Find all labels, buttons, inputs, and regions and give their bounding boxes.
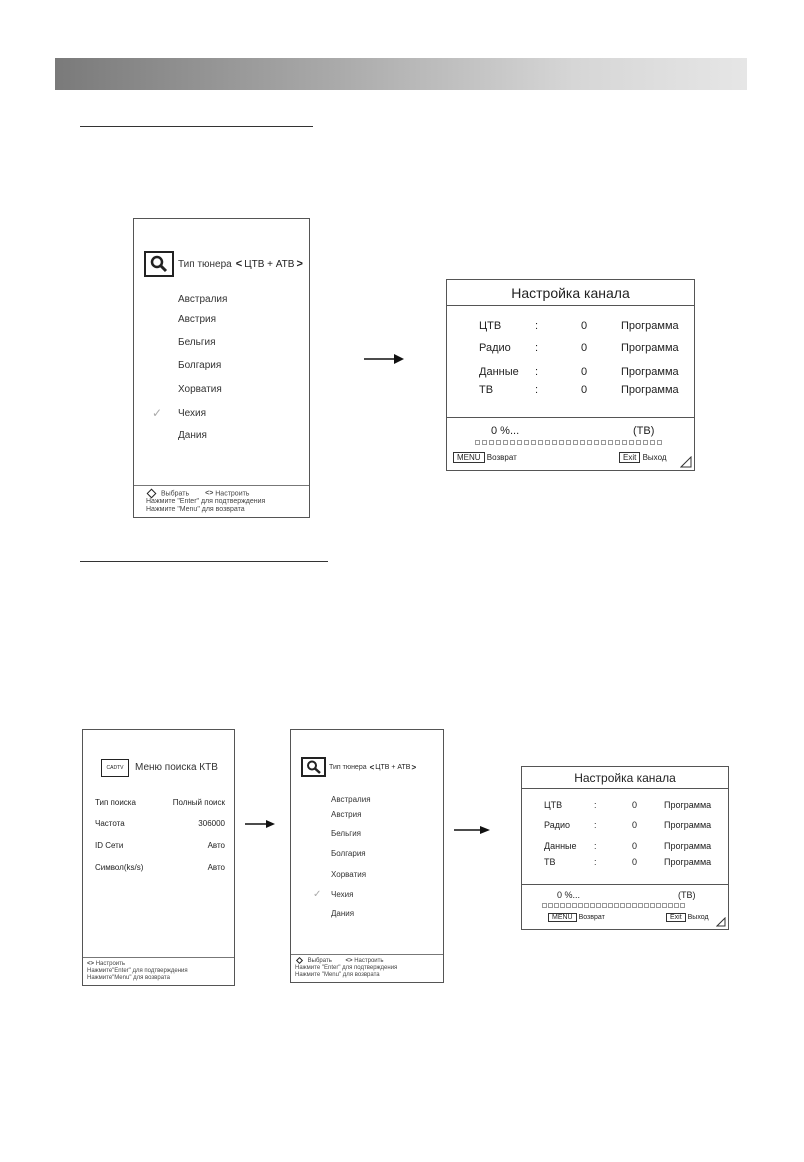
footer-adjust-hint: Настроить bbox=[95, 961, 126, 967]
progress-segment bbox=[644, 903, 649, 908]
footer-adjust-hint: Настроить bbox=[354, 958, 384, 965]
country-item[interactable]: Болгария bbox=[178, 360, 222, 371]
progress-segment bbox=[680, 903, 685, 908]
country-item[interactable]: Болгария bbox=[331, 849, 366, 858]
channel-setup-title: Настройка канала bbox=[522, 767, 728, 789]
progress-segment bbox=[573, 440, 578, 445]
country-item-selected[interactable]: Чехия bbox=[178, 408, 207, 419]
menu-action-label: Возврат bbox=[486, 453, 517, 462]
footer-back-hint: Нажмите"Menu" для возврата bbox=[87, 975, 170, 981]
progress-segment bbox=[602, 903, 607, 908]
band-label: (ТВ) bbox=[633, 425, 655, 437]
progress-segment bbox=[489, 440, 494, 445]
progress-segment bbox=[626, 903, 631, 908]
catv-logo: CADTV bbox=[101, 759, 129, 777]
progress-segment bbox=[650, 440, 655, 445]
progress-segment bbox=[601, 440, 606, 445]
search-icon bbox=[301, 757, 326, 777]
footer-select-hint: Выбрать bbox=[160, 490, 190, 498]
tuner-type-row[interactable] bbox=[144, 251, 309, 277]
progress-segment bbox=[538, 440, 543, 445]
band-label: (ТВ) bbox=[678, 890, 696, 900]
progress-segment bbox=[622, 440, 627, 445]
tuner-type-menu-small bbox=[290, 729, 444, 983]
progress-segment bbox=[608, 903, 613, 908]
progress-segment bbox=[496, 440, 501, 445]
tuner-type-value: ЦТВ + АТВ bbox=[244, 258, 295, 270]
menu-action-label: Возврат bbox=[578, 914, 605, 921]
channel-row-radio: Радио : 0 Программа bbox=[479, 342, 679, 354]
country-item-selected[interactable]: Чехия bbox=[331, 890, 354, 899]
progress-segment bbox=[594, 440, 599, 445]
progress-bar bbox=[542, 903, 685, 908]
arrow-right-icon bbox=[454, 825, 490, 835]
country-item[interactable]: Хорватия bbox=[331, 870, 367, 879]
navigate-diamond-icon bbox=[296, 957, 303, 964]
section-header-bar bbox=[55, 58, 747, 90]
channel-row-tv: ТВ : 0 Программа bbox=[544, 857, 712, 867]
checkmark-icon: ✓ bbox=[313, 889, 322, 900]
progress-segment bbox=[674, 903, 679, 908]
exit-key[interactable]: Exit bbox=[619, 452, 640, 463]
tuner-type-row[interactable] bbox=[301, 757, 443, 777]
arrow-right-icon bbox=[245, 819, 275, 829]
progress-segment bbox=[559, 440, 564, 445]
section-underline-2 bbox=[80, 561, 328, 562]
menu-key[interactable]: MENU bbox=[453, 452, 485, 463]
progress-bar bbox=[475, 440, 662, 445]
progress-segment bbox=[629, 440, 634, 445]
progress-text: 0 %... bbox=[557, 890, 581, 900]
footer-confirm-hint: Нажмите "Enter" для подтверждения bbox=[146, 498, 266, 506]
country-item[interactable]: Хорватия bbox=[178, 384, 222, 395]
progress-segment bbox=[524, 440, 529, 445]
progress-segment bbox=[475, 440, 480, 445]
exit-key[interactable]: Exit bbox=[666, 913, 686, 922]
progress-segment bbox=[668, 903, 673, 908]
navigate-diamond-icon bbox=[147, 489, 157, 499]
catv-row-frequency[interactable]: Частота 306000 bbox=[95, 819, 225, 828]
chevron-right-icon[interactable]: > bbox=[296, 258, 303, 270]
progress-segment bbox=[482, 440, 487, 445]
progress-segment bbox=[560, 903, 565, 908]
checkmark-icon: ✓ bbox=[152, 406, 163, 420]
catv-footer bbox=[83, 957, 234, 985]
menu-back-hint bbox=[453, 452, 517, 463]
country-item[interactable]: Австралия bbox=[178, 294, 228, 305]
catv-row-search-type[interactable]: Тип поиска Полный поиск bbox=[95, 798, 225, 807]
catv-row-network-id[interactable]: ID Сети Авто bbox=[95, 841, 225, 850]
divider bbox=[447, 417, 694, 418]
progress-segment bbox=[615, 440, 620, 445]
country-item[interactable]: Бельгия bbox=[178, 337, 216, 348]
progress-segment bbox=[636, 440, 641, 445]
menu-footer bbox=[134, 485, 309, 517]
progress-segment bbox=[517, 440, 522, 445]
catv-row-symbol-rate[interactable]: Символ(ks/s) Авто bbox=[95, 863, 225, 872]
exit-action-label: Выход bbox=[642, 453, 667, 462]
channel-row-radio: Радио : 0 Программа bbox=[544, 820, 712, 830]
footer-back-hint: Нажмите "Menu" для возврата bbox=[295, 972, 380, 979]
country-item[interactable]: Бельгия bbox=[331, 829, 361, 838]
resize-corner-icon bbox=[680, 456, 692, 468]
footer-confirm-hint: Нажмите "Enter" для подтверждения bbox=[295, 965, 398, 972]
channel-setup-panel-small bbox=[521, 766, 729, 930]
channel-row-data: Данные : 0 Программа bbox=[544, 841, 712, 851]
menu-back-hint bbox=[548, 913, 605, 922]
progress-segment bbox=[552, 440, 557, 445]
progress-segment bbox=[596, 903, 601, 908]
tuner-type-value: ЦТВ + АТВ bbox=[375, 763, 411, 771]
channel-row-data: Данные : 0 Программа bbox=[479, 366, 679, 378]
footer-select-hint: Выбрать bbox=[307, 958, 332, 965]
progress-segment bbox=[572, 903, 577, 908]
catv-menu-title: Меню поиска КТВ bbox=[135, 762, 218, 773]
progress-segment bbox=[554, 903, 559, 908]
progress-segment bbox=[614, 903, 619, 908]
exit-action-label: Выход bbox=[687, 914, 709, 921]
progress-segment bbox=[662, 903, 667, 908]
menu-footer bbox=[291, 954, 443, 982]
tuner-type-label: Тип тюнера bbox=[329, 763, 367, 771]
progress-segment bbox=[656, 903, 661, 908]
tuner-type-menu-large bbox=[133, 218, 310, 518]
section-underline-1 bbox=[80, 126, 313, 127]
progress-segment bbox=[578, 903, 583, 908]
progress-segment bbox=[503, 440, 508, 445]
divider bbox=[522, 884, 728, 885]
progress-segment bbox=[632, 903, 637, 908]
channel-row-dtv: ЦТВ : 0 Программа bbox=[544, 800, 712, 810]
progress-segment bbox=[580, 440, 585, 445]
search-icon bbox=[144, 251, 174, 277]
progress-segment bbox=[584, 903, 589, 908]
catv-search-menu bbox=[82, 729, 235, 986]
country-item[interactable]: Австрия bbox=[331, 810, 362, 819]
footer-adjust-hint: Настроить bbox=[215, 490, 250, 498]
country-item[interactable]: Австралия bbox=[331, 795, 371, 804]
progress-segment bbox=[566, 440, 571, 445]
channel-row-tv: ТВ : 0 Программа bbox=[479, 384, 679, 396]
left-right-arrows-icon: <> bbox=[205, 490, 214, 498]
country-item[interactable]: Дания bbox=[178, 430, 207, 441]
progress-segment bbox=[643, 440, 648, 445]
channel-setup-title: Настройка канала bbox=[447, 280, 694, 306]
progress-segment bbox=[510, 440, 515, 445]
progress-segment bbox=[587, 440, 592, 445]
progress-segment bbox=[531, 440, 536, 445]
progress-segment bbox=[638, 903, 643, 908]
exit-hint bbox=[619, 452, 667, 463]
country-item[interactable]: Австрия bbox=[178, 314, 217, 325]
left-right-arrows-icon: <> bbox=[345, 958, 353, 965]
progress-text: 0 %... bbox=[491, 425, 520, 437]
channel-row-dtv: ЦТВ : 0 Программа bbox=[479, 320, 679, 332]
progress-segment bbox=[566, 903, 571, 908]
chevron-left-icon[interactable]: < bbox=[235, 258, 243, 270]
menu-key[interactable]: MENU bbox=[548, 913, 577, 922]
left-right-arrows-icon: <> bbox=[87, 961, 95, 967]
progress-segment bbox=[650, 903, 655, 908]
resize-corner-icon bbox=[716, 917, 726, 927]
channel-setup-panel-large bbox=[446, 279, 695, 471]
chevron-right-icon[interactable]: > bbox=[411, 762, 417, 772]
chevron-left-icon[interactable]: < bbox=[369, 762, 375, 772]
progress-segment bbox=[620, 903, 625, 908]
country-item[interactable]: Дания bbox=[331, 909, 355, 918]
progress-segment bbox=[548, 903, 553, 908]
arrow-right-icon bbox=[364, 353, 404, 365]
progress-segment bbox=[545, 440, 550, 445]
progress-segment bbox=[542, 903, 547, 908]
footer-back-hint: Нажмите "Menu" для возврата bbox=[146, 506, 245, 514]
progress-segment bbox=[590, 903, 595, 908]
exit-hint bbox=[666, 913, 709, 922]
footer-confirm-hint: Нажмите"Enter" для подтверждения bbox=[87, 968, 188, 974]
progress-segment bbox=[657, 440, 662, 445]
progress-segment bbox=[608, 440, 613, 445]
tuner-type-label: Тип тюнера bbox=[178, 258, 232, 270]
